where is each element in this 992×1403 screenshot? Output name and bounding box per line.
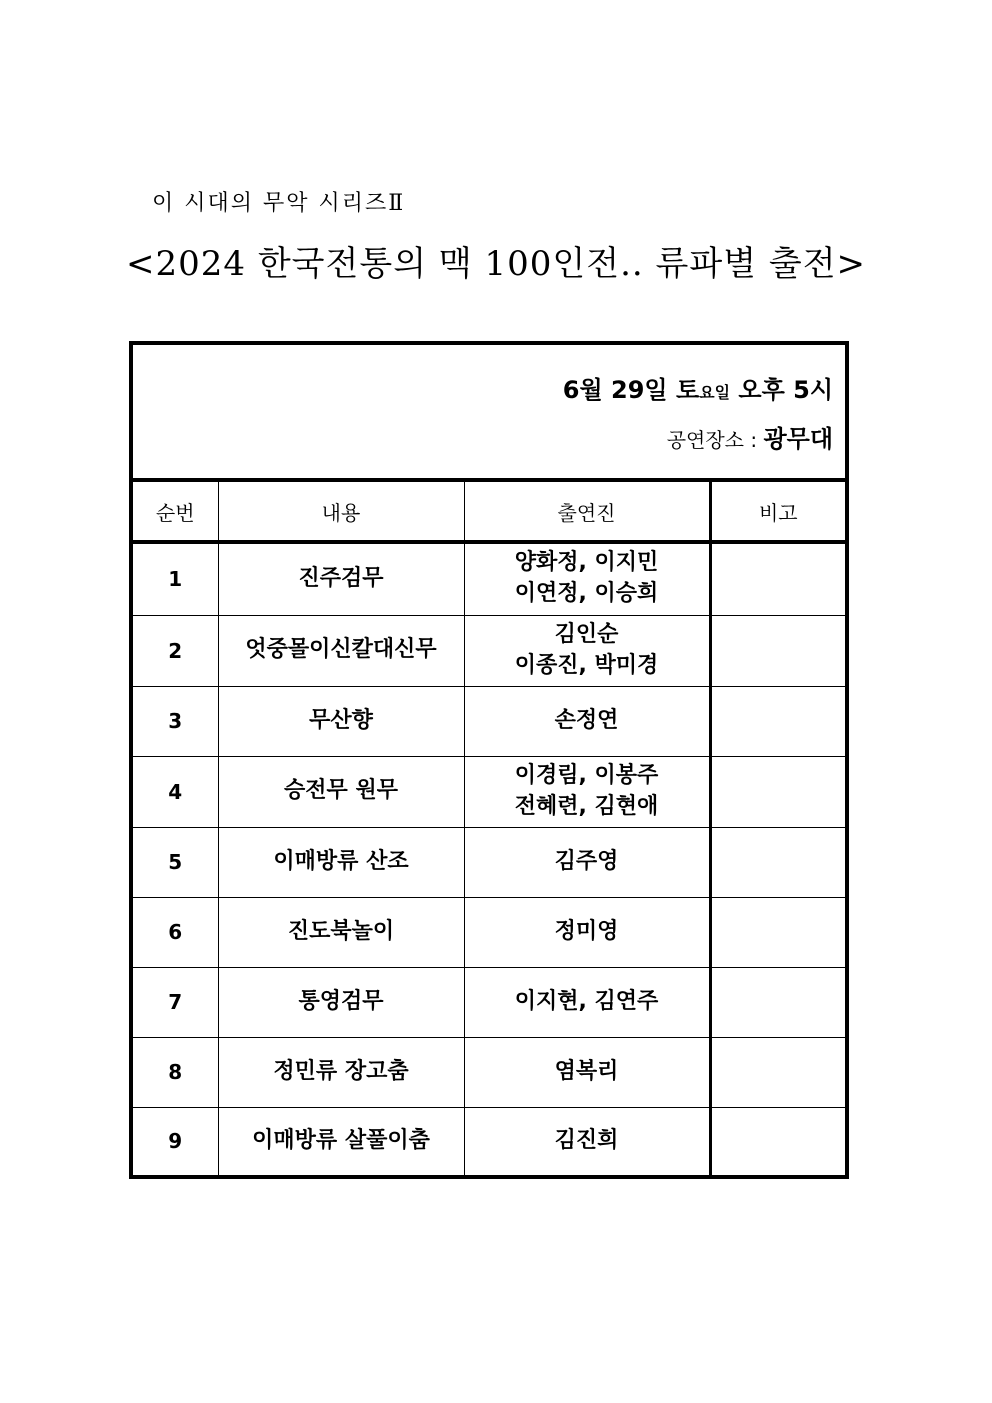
- row-program-title: 진주검무: [218, 542, 464, 615]
- table-row: [131, 827, 847, 897]
- row-program-title: 이매방류 산조: [218, 827, 464, 897]
- performer-line: 김인순: [554, 621, 619, 647]
- row-number: 6: [131, 897, 218, 967]
- row-performers: [464, 756, 710, 827]
- table-body: [131, 542, 847, 1177]
- row-note: [710, 756, 847, 827]
- row-performers: [464, 686, 710, 756]
- row-note: [710, 1037, 847, 1107]
- header-notes: 비고: [710, 480, 847, 542]
- table-row: [131, 967, 847, 1037]
- header-order: 순번: [131, 480, 218, 542]
- event-info-row: [131, 343, 847, 480]
- table-row: [131, 686, 847, 756]
- row-program-title: 승전무 원무: [218, 756, 464, 827]
- row-number: 7: [131, 967, 218, 1037]
- row-performers: [464, 827, 710, 897]
- row-program-title: 통영검무: [218, 967, 464, 1037]
- row-note: [710, 686, 847, 756]
- row-number: 9: [131, 1107, 218, 1177]
- row-program-title: 이매방류 살풀이춤: [218, 1107, 464, 1177]
- row-note: [710, 615, 847, 686]
- table-row: [131, 1107, 847, 1177]
- row-performers: [464, 897, 710, 967]
- event-venue: [133, 419, 833, 454]
- event-weekday: 토요일: [675, 375, 731, 404]
- header-performers: 출연진: [464, 480, 710, 542]
- event-date: [133, 370, 833, 405]
- header-content: 내용: [218, 480, 464, 542]
- performer-line: 염복리: [554, 1058, 619, 1084]
- performer-line: 정미영: [554, 918, 619, 944]
- venue-name: 광무대: [763, 424, 834, 453]
- row-performers: [464, 967, 710, 1037]
- performer-line: 이경림, 이봉주: [514, 762, 659, 788]
- table-row: [131, 615, 847, 686]
- table-row: [131, 542, 847, 615]
- row-note: [710, 1107, 847, 1177]
- performer-line: 이종진, 박미경: [514, 652, 659, 678]
- row-program-title: 엇중몰이신칼대신무: [218, 615, 464, 686]
- row-program-title: 무산향: [218, 686, 464, 756]
- row-number: 2: [131, 615, 218, 686]
- performer-line: 김주영: [554, 848, 619, 874]
- row-number: 4: [131, 756, 218, 827]
- row-program-title: 진도북놀이: [218, 897, 464, 967]
- row-performers: [464, 542, 710, 615]
- row-number: 3: [131, 686, 218, 756]
- performer-line: 이지현, 김연주: [514, 988, 659, 1014]
- row-note: [710, 827, 847, 897]
- row-program-title: 정민류 장고춤: [218, 1037, 464, 1107]
- row-note: [710, 897, 847, 967]
- event-month-day: 6월 29일: [562, 375, 668, 404]
- row-number: 5: [131, 827, 218, 897]
- series-subtitle: 이 시대의 무악 시리즈Ⅱ: [152, 191, 406, 216]
- performer-line: 손정연: [554, 707, 619, 733]
- event-time: 오후 5시: [738, 375, 834, 404]
- performer-line: 전혜련, 김현애: [514, 793, 659, 819]
- performer-line: 김진희: [554, 1127, 619, 1153]
- table-row: [131, 756, 847, 827]
- performer-line: 양화정, 이지민: [514, 550, 659, 576]
- table-header-row: [131, 480, 847, 542]
- row-number: 8: [131, 1037, 218, 1107]
- table-row: [131, 1037, 847, 1107]
- row-performers: [464, 615, 710, 686]
- performer-line: 이연정, 이승희: [514, 581, 659, 607]
- schedule-table: [129, 341, 849, 1179]
- page-title: <2024 한국전통의 맥 100인전.. 류파별 출전>: [126, 244, 867, 284]
- venue-label: 공연장소 :: [666, 427, 758, 452]
- row-note: [710, 967, 847, 1037]
- event-info-cell: [131, 343, 847, 480]
- row-number: 1: [131, 542, 218, 615]
- row-performers: [464, 1037, 710, 1107]
- row-note: [710, 542, 847, 615]
- table-row: [131, 897, 847, 967]
- row-performers: [464, 1107, 710, 1177]
